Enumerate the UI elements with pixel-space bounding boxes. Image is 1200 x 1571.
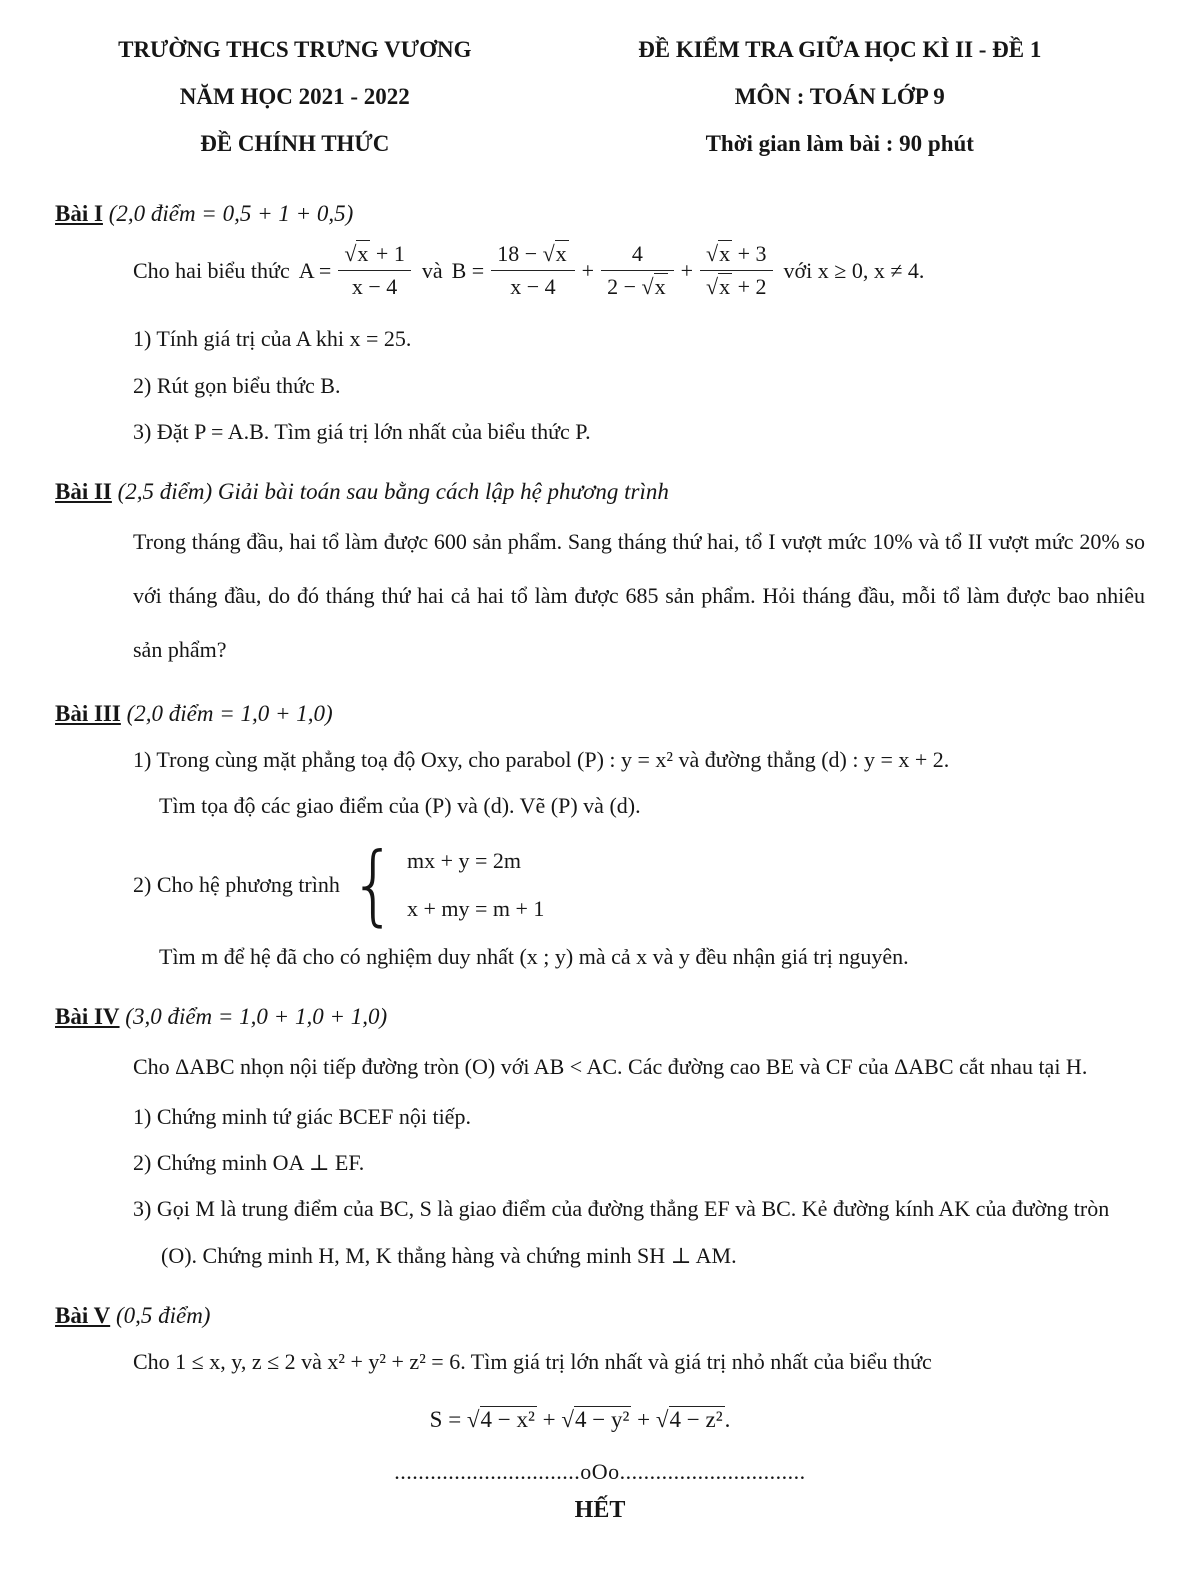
bai-3-item-2b: Tìm m để hệ đã cho có nghiệm duy nhất (x ; y) mà cả x và y đều nhận giá trị nguyên. [159,944,909,970]
plus-operator: + [581,257,595,283]
end-marker: HẾT [574,1497,626,1524]
bai-3-item-2 [133,833,1145,936]
expression-B [452,241,775,300]
exam-title-block [535,26,1145,167]
exam-header [55,26,1145,167]
fraction-B2 [601,241,673,300]
radicand: x [719,274,731,300]
plus-operator: + √ [536,1407,575,1433]
bai-4-intro: Cho ΔABC nhọn nội tiếp đường tròn (O) với AB < AC. Các đường cao BE và CF của ΔABC cắt nhau tại H. [133,1054,1088,1080]
exam-title: ĐỀ KIỂM TRA GIỮA HỌC KÌ II - ĐỀ 1 [638,37,1042,62]
fraction-B2-denominator [601,271,673,300]
bai-4-item-3: 3) Gọi M là trung điểm của BC, S là giao điểm của đường thẳng EF và BC. Kẻ đường kính AK của đường tròn (O). Chứng minh H, M, K thẳng hàng và chứng minh SH ⊥ AM. [133,1196,1110,1268]
radicand: x [719,241,731,267]
fraction-B1-numerator [491,241,574,271]
expression-A-lhs: A = [298,257,332,283]
bai-5-intro: Cho 1 ≤ x, y, z ≤ 2 và x² + y² + z² = 6. Tìm giá trị lớn nhất và giá trị nhỏ nhất của biểu thức [133,1348,932,1374]
radicand: 4 − x² [480,1407,535,1433]
bai-2-points: (2,5 điểm) [117,478,213,504]
bai-2-body: Trong tháng đầu, hai tổ làm được 600 sản phẩm. Sang tháng thứ hai, tổ I vượt mức 10% và tổ II vượt mức 20% so với tháng đầu, do đó tháng thứ hai cả hai tổ làm được 685 sản phẩm. Hỏi tháng đầu, mỗi tổ làm được bao nhiêu sản phẩm? [133,528,1145,662]
domain-condition: với x ≥ 0, x ≠ 4. [783,257,925,283]
bai-2-heading [55,479,1145,505]
denominator-pre: 2 − √ [607,274,654,300]
bai-1-item-2: 2) Rút gọn biểu thức B. [133,372,341,398]
school-name: TRƯỜNG THCS TRƯNG VƯƠNG [118,37,472,62]
bai-3-points: (2,0 điểm = 1,0 + 1,0) [126,700,333,726]
s-lhs: S = √ [429,1407,480,1433]
plus-operator: + [680,257,693,283]
radical-sign: √ [706,274,719,300]
school-year: NĂM HỌC 2021 - 2022 [179,84,410,110]
plus-operator: + √ [631,1407,669,1433]
section-bai-3 [55,701,1145,981]
section-bai-5 [55,1303,1145,1433]
bai-5-heading [55,1303,1145,1329]
radicand: x [357,241,369,267]
fraction-B3-denominator [700,271,773,300]
bai-1-item-1: 1) Tính giá trị của A khi x = 25. [133,326,412,352]
bai-5-points: (0,5 điểm) [115,1302,211,1328]
numerator-pre: 18 − √ [497,241,555,267]
bai-1-intro: Cho hai biểu thức [133,257,290,283]
bai-1-label: Bài I [55,201,103,227]
bai-1-item-3: 3) Đặt P = A.B. Tìm giá trị lớn nhất của biểu thức P. [133,418,591,444]
numerator-rest: + 1 [370,241,405,267]
equation-2: x + my = m + 1 [406,895,545,921]
bai-1-expressions [133,241,1145,300]
bai-4-item-1: 1) Chứng minh tứ giác BCEF nội tiếp. [133,1104,471,1130]
fraction-B3-numerator [700,241,773,271]
denominator-rest: + 2 [732,274,767,300]
fraction-B3 [700,241,773,300]
fraction-B2-numerator: 4 [601,241,673,271]
fraction-A-denominator: x − 4 [351,274,398,300]
exam-subject: MÔN : TOÁN LỚP 9 [734,84,945,110]
bai-1-heading [55,201,1145,227]
radicand: x [555,241,567,267]
bai-4-heading [55,1004,1145,1030]
section-bai-4 [55,1004,1145,1279]
school-block [55,26,535,167]
bai-3-label: Bài III [55,700,121,726]
exam-duration: Thời gian làm bài : 90 phút [705,131,974,157]
numerator-rest: + 3 [732,241,767,267]
bai-1-points: (2,0 điểm = 0,5 + 1 + 0,5) [108,201,354,227]
equation-system [407,847,544,922]
fraction-B1-denominator: x − 4 [510,274,556,300]
bai-2-label: Bài II [55,478,112,504]
radicand: x [654,274,666,300]
fraction-A-numerator [338,241,411,271]
fraction-A [338,241,411,300]
ooo-separator: ...............................oOo............................... [394,1459,806,1485]
exam-type: ĐỀ CHÍNH THỨC [200,131,390,157]
bai-5-label: Bài V [55,1302,111,1328]
radical-sign: √ [706,241,719,267]
expression-A [299,241,413,300]
bai-3-item-2-pre: 2) Cho hệ phương trình [133,871,340,897]
conjunction-va: và [421,257,443,283]
bai-4-label: Bài IV [55,1004,120,1030]
section-bai-2 [55,479,1145,677]
bai-2-subtitle: Giải bài toán sau bằng cách lập hệ phương trình [217,478,669,504]
bai-5-s-formula [55,1407,1105,1433]
fraction-B1 [491,241,574,300]
radical-sign: √ [344,241,357,267]
bai-3-item-1b: Tìm tọa độ các giao điểm của (P) và (d). Vẽ (P) và (d). [159,792,641,818]
bai-3-heading [55,701,1145,727]
bai-3-item-1: 1) Trong cùng mặt phẳng toạ độ Oxy, cho parabol (P) : y = x² và đường thẳng (d) : y = x + 2. [133,746,950,772]
radicand: 4 − z² [669,1407,723,1433]
bai-4-item-2: 2) Chứng minh OA ⊥ EF. [133,1150,365,1176]
section-bai-1 [55,201,1145,455]
equation-1: mx + y = 2m [406,848,522,874]
expression-B-lhs: B = [451,257,485,283]
radicand: 4 − y² [575,1407,630,1433]
system-brace: { [349,833,397,936]
formula-period: . [724,1407,731,1433]
bai-4-points: (3,0 điểm = 1,0 + 1,0 + 1,0) [125,1004,388,1030]
